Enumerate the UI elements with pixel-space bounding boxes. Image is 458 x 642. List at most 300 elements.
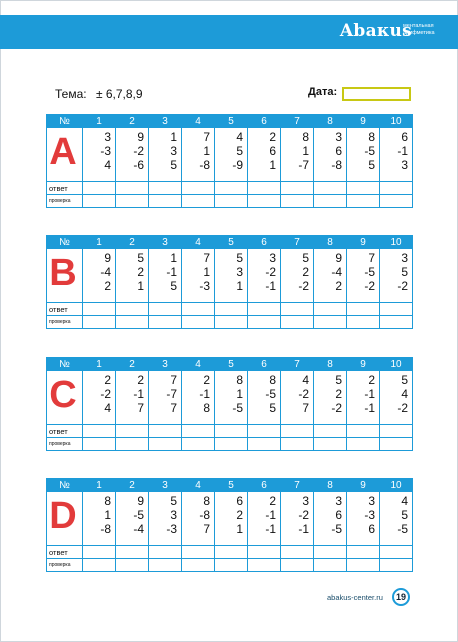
answer-cell[interactable] xyxy=(149,182,182,195)
check-cell[interactable] xyxy=(380,559,413,572)
problem-number: 6 xyxy=(401,130,408,144)
problem-cell xyxy=(248,128,281,182)
problem-number: 5 xyxy=(137,251,144,265)
answer-cell[interactable] xyxy=(182,425,215,438)
check-cell[interactable] xyxy=(83,316,116,329)
answer-cell[interactable] xyxy=(182,182,215,195)
answer-cell[interactable] xyxy=(281,546,314,559)
answer-cell[interactable] xyxy=(182,546,215,559)
problem-number: 3 xyxy=(401,251,408,265)
problem-number: -1 xyxy=(397,144,408,158)
problem-cell xyxy=(83,492,116,546)
problem-number: 1 xyxy=(236,387,243,401)
check-cell[interactable] xyxy=(116,559,149,572)
check-label: проверка xyxy=(47,559,83,572)
problem-number: 1 xyxy=(236,279,243,293)
problem-number: 1 xyxy=(170,130,177,144)
problem-number: 8 xyxy=(236,373,243,387)
problem-number: 7 xyxy=(170,373,177,387)
check-cell[interactable] xyxy=(149,559,182,572)
check-cell[interactable] xyxy=(347,316,380,329)
answer-cell[interactable] xyxy=(347,546,380,559)
problem-number: 7 xyxy=(203,251,210,265)
answer-label: ответ xyxy=(47,182,83,195)
problem-cell xyxy=(281,371,314,425)
problem-number: -4 xyxy=(133,522,144,536)
problem-number: 2 xyxy=(335,279,342,293)
column-number: 2 xyxy=(116,479,149,492)
problem-number: 9 xyxy=(137,130,144,144)
problem-cell xyxy=(314,492,347,546)
problem-number: -3 xyxy=(364,508,375,522)
problem-number: 1 xyxy=(170,251,177,265)
problem-number: -8 xyxy=(100,522,111,536)
problem-number: 3 xyxy=(335,130,342,144)
column-number: 1 xyxy=(83,115,116,128)
column-number: 10 xyxy=(380,236,413,249)
check-cell[interactable] xyxy=(281,438,314,451)
check-cell[interactable] xyxy=(116,316,149,329)
problem-number: 4 xyxy=(302,373,309,387)
check-cell[interactable] xyxy=(215,316,248,329)
problem-number: 1 xyxy=(269,158,276,172)
problem-number: 2 xyxy=(203,373,210,387)
page-number: 19 xyxy=(392,588,410,606)
problem-number: 2 xyxy=(104,279,111,293)
column-number: 6 xyxy=(248,479,281,492)
answer-cell[interactable] xyxy=(83,425,116,438)
problem-cell xyxy=(248,371,281,425)
column-number: 7 xyxy=(281,115,314,128)
problem-number: -1 xyxy=(298,522,309,536)
problem-number: -7 xyxy=(166,387,177,401)
column-number: 3 xyxy=(149,358,182,371)
column-number: 4 xyxy=(182,479,215,492)
check-cell[interactable] xyxy=(182,438,215,451)
topic-value: ± 6,7,8,9 xyxy=(95,87,143,101)
problem-cell xyxy=(248,249,281,303)
column-number: 3 xyxy=(149,479,182,492)
problem-number: 3 xyxy=(170,508,177,522)
problem-number: -2 xyxy=(364,279,375,293)
column-number: 8 xyxy=(314,358,347,371)
problem-number: 8 xyxy=(104,494,111,508)
problem-number: 3 xyxy=(335,494,342,508)
check-cell[interactable] xyxy=(281,559,314,572)
answer-cell[interactable] xyxy=(248,425,281,438)
answer-cell[interactable] xyxy=(116,425,149,438)
problem-cell xyxy=(347,371,380,425)
column-number: 5 xyxy=(215,479,248,492)
problem-number: -4 xyxy=(331,265,342,279)
problem-cell xyxy=(215,128,248,182)
check-cell[interactable] xyxy=(314,316,347,329)
check-cell[interactable] xyxy=(149,438,182,451)
problem-number: -1 xyxy=(199,387,210,401)
problem-number: 7 xyxy=(137,401,144,415)
problem-number: 1 xyxy=(104,508,111,522)
column-number: 4 xyxy=(182,115,215,128)
problem-number: 3 xyxy=(368,494,375,508)
problem-number: 2 xyxy=(137,373,144,387)
check-cell[interactable] xyxy=(380,316,413,329)
header-band xyxy=(0,15,458,49)
column-number: 2 xyxy=(116,236,149,249)
problem-number: 5 xyxy=(401,265,408,279)
problem-number: 5 xyxy=(236,251,243,265)
problem-number: 5 xyxy=(236,144,243,158)
topic-label: Тема: xyxy=(55,87,87,101)
problem-cell xyxy=(347,128,380,182)
problem-cell xyxy=(83,128,116,182)
answer-cell[interactable] xyxy=(347,182,380,195)
check-cell[interactable] xyxy=(83,438,116,451)
problem-number: -2 xyxy=(100,387,111,401)
column-number: 9 xyxy=(347,236,380,249)
check-label: проверка xyxy=(47,316,83,329)
check-cell[interactable] xyxy=(281,316,314,329)
column-number: 1 xyxy=(83,236,116,249)
problem-number: 5 xyxy=(335,373,342,387)
problem-number: 6 xyxy=(335,508,342,522)
check-cell[interactable] xyxy=(182,195,215,208)
check-cell[interactable] xyxy=(248,438,281,451)
problem-number: 4 xyxy=(401,494,408,508)
problem-cell xyxy=(182,371,215,425)
problem-number: 6 xyxy=(269,144,276,158)
column-number: 2 xyxy=(116,358,149,371)
check-cell[interactable] xyxy=(380,195,413,208)
problem-number: 8 xyxy=(203,401,210,415)
problem-number: 5 xyxy=(401,373,408,387)
answer-cell[interactable] xyxy=(149,303,182,316)
problem-number: -4 xyxy=(100,265,111,279)
answer-cell[interactable] xyxy=(149,546,182,559)
problem-cell xyxy=(314,371,347,425)
check-cell[interactable] xyxy=(116,195,149,208)
check-cell[interactable] xyxy=(347,559,380,572)
problem-cell xyxy=(281,128,314,182)
problem-number: -2 xyxy=(397,279,408,293)
answer-cell[interactable] xyxy=(380,546,413,559)
column-header-corner: № xyxy=(47,358,83,371)
check-cell[interactable] xyxy=(182,559,215,572)
problem-number: -5 xyxy=(265,387,276,401)
answer-cell[interactable] xyxy=(347,425,380,438)
answer-label: ответ xyxy=(47,546,83,559)
check-cell[interactable] xyxy=(314,559,347,572)
problem-number: 1 xyxy=(203,144,210,158)
problem-cell xyxy=(281,492,314,546)
problem-cell xyxy=(347,249,380,303)
answer-cell[interactable] xyxy=(248,303,281,316)
problem-number: 7 xyxy=(302,401,309,415)
check-cell[interactable] xyxy=(116,438,149,451)
problem-number: -9 xyxy=(232,158,243,172)
column-number: 8 xyxy=(314,236,347,249)
block-letter: A xyxy=(49,131,77,173)
check-cell[interactable] xyxy=(149,316,182,329)
problem-number: -5 xyxy=(397,522,408,536)
check-cell[interactable] xyxy=(248,559,281,572)
problem-number: 7 xyxy=(368,251,375,265)
problem-cell xyxy=(215,371,248,425)
check-cell[interactable] xyxy=(83,559,116,572)
problem-number: -2 xyxy=(298,508,309,522)
check-cell[interactable] xyxy=(215,438,248,451)
column-number: 1 xyxy=(83,358,116,371)
check-cell[interactable] xyxy=(248,316,281,329)
problem-number: 2 xyxy=(368,373,375,387)
problem-number: 3 xyxy=(104,130,111,144)
answer-cell[interactable] xyxy=(314,303,347,316)
problem-cell xyxy=(149,128,182,182)
problem-number: -7 xyxy=(298,158,309,172)
problem-number: -3 xyxy=(166,522,177,536)
answer-cell[interactable] xyxy=(116,182,149,195)
problem-cell xyxy=(215,492,248,546)
problem-cell xyxy=(149,371,182,425)
column-number: 6 xyxy=(248,115,281,128)
problem-number: -1 xyxy=(364,401,375,415)
problem-cell xyxy=(182,128,215,182)
problem-number: 2 xyxy=(269,494,276,508)
answer-cell[interactable] xyxy=(83,182,116,195)
date-input[interactable] xyxy=(342,87,411,101)
problem-number: 3 xyxy=(269,251,276,265)
column-number: 6 xyxy=(248,358,281,371)
answer-cell[interactable] xyxy=(116,303,149,316)
check-label: проверка xyxy=(47,195,83,208)
exercise-table xyxy=(46,114,413,208)
answer-cell[interactable] xyxy=(215,546,248,559)
column-number: 7 xyxy=(281,236,314,249)
check-cell[interactable] xyxy=(347,195,380,208)
problem-number: -2 xyxy=(298,279,309,293)
answer-cell[interactable] xyxy=(215,182,248,195)
column-number: 3 xyxy=(149,115,182,128)
problem-cell xyxy=(248,492,281,546)
problem-number: 2 xyxy=(269,130,276,144)
answer-cell[interactable] xyxy=(314,425,347,438)
problem-cell xyxy=(116,492,149,546)
column-number: 10 xyxy=(380,115,413,128)
answer-cell[interactable] xyxy=(281,303,314,316)
problem-cell xyxy=(380,128,413,182)
problem-number: -1 xyxy=(133,387,144,401)
problem-cell xyxy=(116,249,149,303)
column-number: 2 xyxy=(116,115,149,128)
check-cell[interactable] xyxy=(83,195,116,208)
brand-logo: Abaкus xyxy=(339,21,412,41)
problem-number: 7 xyxy=(203,522,210,536)
problem-number: -1 xyxy=(265,508,276,522)
problem-number: -3 xyxy=(100,144,111,158)
problem-number: -1 xyxy=(364,387,375,401)
problem-number: 4 xyxy=(104,158,111,172)
problem-number: 5 xyxy=(170,279,177,293)
column-number: 9 xyxy=(347,115,380,128)
problem-number: 9 xyxy=(335,251,342,265)
column-number: 7 xyxy=(281,358,314,371)
problem-number: -6 xyxy=(133,158,144,172)
problem-number: 9 xyxy=(137,494,144,508)
answer-cell[interactable] xyxy=(314,182,347,195)
answer-cell[interactable] xyxy=(314,546,347,559)
answer-cell[interactable] xyxy=(248,182,281,195)
answer-cell[interactable] xyxy=(149,425,182,438)
problem-number: 3 xyxy=(302,494,309,508)
problem-number: 1 xyxy=(302,144,309,158)
problem-number: -5 xyxy=(331,522,342,536)
problem-number: -5 xyxy=(232,401,243,415)
problem-cell xyxy=(347,492,380,546)
problem-cell xyxy=(149,492,182,546)
problem-number: 3 xyxy=(401,158,408,172)
column-number: 10 xyxy=(380,479,413,492)
column-number: 4 xyxy=(182,358,215,371)
problem-number: 8 xyxy=(302,130,309,144)
column-number: 5 xyxy=(215,358,248,371)
check-cell[interactable] xyxy=(314,195,347,208)
problem-number: -5 xyxy=(133,508,144,522)
answer-cell[interactable] xyxy=(380,182,413,195)
problem-number: 1 xyxy=(203,265,210,279)
problem-number: 1 xyxy=(137,279,144,293)
problem-cell xyxy=(281,249,314,303)
problem-number: 6 xyxy=(236,494,243,508)
check-cell[interactable] xyxy=(215,559,248,572)
problem-cell xyxy=(380,249,413,303)
answer-cell[interactable] xyxy=(215,425,248,438)
check-cell[interactable] xyxy=(281,195,314,208)
column-number: 9 xyxy=(347,479,380,492)
footer-url: abakus-center.ru xyxy=(327,593,383,602)
problem-number: 6 xyxy=(335,144,342,158)
problem-number: -8 xyxy=(199,508,210,522)
column-number: 10 xyxy=(380,358,413,371)
column-number: 4 xyxy=(182,236,215,249)
problem-number: 7 xyxy=(170,401,177,415)
problem-cell xyxy=(314,128,347,182)
problem-cell xyxy=(116,371,149,425)
column-number: 8 xyxy=(314,479,347,492)
column-header-corner: № xyxy=(47,236,83,249)
block-letter: B xyxy=(49,252,77,294)
problem-cell xyxy=(182,249,215,303)
problem-number: 8 xyxy=(269,373,276,387)
problem-cell xyxy=(380,371,413,425)
answer-label: ответ xyxy=(47,425,83,438)
column-number: 7 xyxy=(281,479,314,492)
column-number: 5 xyxy=(215,115,248,128)
block-letter: C xyxy=(49,374,77,416)
problem-cell xyxy=(380,492,413,546)
problem-cell xyxy=(215,249,248,303)
answer-cell[interactable] xyxy=(380,303,413,316)
answer-cell[interactable] xyxy=(215,303,248,316)
problem-number: -5 xyxy=(364,265,375,279)
answer-cell[interactable] xyxy=(83,303,116,316)
problem-cell xyxy=(314,249,347,303)
problem-cell xyxy=(83,371,116,425)
problem-number: -8 xyxy=(331,158,342,172)
problem-cell xyxy=(149,249,182,303)
answer-cell[interactable] xyxy=(248,546,281,559)
problem-number: 3 xyxy=(170,144,177,158)
check-cell[interactable] xyxy=(215,195,248,208)
problem-number: -2 xyxy=(397,401,408,415)
check-cell[interactable] xyxy=(347,438,380,451)
check-cell[interactable] xyxy=(314,438,347,451)
answer-cell[interactable] xyxy=(182,303,215,316)
problem-number: -5 xyxy=(364,144,375,158)
problem-number: 5 xyxy=(170,494,177,508)
column-number: 1 xyxy=(83,479,116,492)
answer-cell[interactable] xyxy=(347,303,380,316)
problem-number: -1 xyxy=(265,522,276,536)
problem-number: -2 xyxy=(298,387,309,401)
problem-number: 6 xyxy=(368,522,375,536)
check-cell[interactable] xyxy=(149,195,182,208)
topic-line xyxy=(55,87,143,101)
answer-cell[interactable] xyxy=(281,182,314,195)
answer-cell[interactable] xyxy=(116,546,149,559)
brand-tagline: ментальная арифметика xyxy=(403,23,435,36)
block-letter: D xyxy=(49,495,77,537)
column-header-corner: № xyxy=(47,115,83,128)
problem-cell xyxy=(116,128,149,182)
problem-number: 8 xyxy=(203,494,210,508)
exercise-table xyxy=(46,478,413,572)
problem-number: 2 xyxy=(302,265,309,279)
answer-cell[interactable] xyxy=(380,425,413,438)
problem-number: 3 xyxy=(236,265,243,279)
problem-number: -1 xyxy=(166,265,177,279)
problem-number: -1 xyxy=(265,279,276,293)
problem-number: 2 xyxy=(335,387,342,401)
column-number: 3 xyxy=(149,236,182,249)
column-number: 9 xyxy=(347,358,380,371)
problem-cell xyxy=(83,249,116,303)
problem-number: 5 xyxy=(401,508,408,522)
problem-cell xyxy=(182,492,215,546)
problem-number: 5 xyxy=(302,251,309,265)
exercise-table xyxy=(46,235,413,329)
problem-number: -8 xyxy=(199,158,210,172)
problem-number: 9 xyxy=(104,251,111,265)
problem-number: 2 xyxy=(236,508,243,522)
check-cell[interactable] xyxy=(182,316,215,329)
check-cell[interactable] xyxy=(380,438,413,451)
problem-number: -3 xyxy=(199,279,210,293)
column-header-corner: № xyxy=(47,479,83,492)
problem-number: 1 xyxy=(236,522,243,536)
check-cell[interactable] xyxy=(248,195,281,208)
problem-number: 4 xyxy=(401,387,408,401)
answer-cell[interactable] xyxy=(83,546,116,559)
problem-number: -2 xyxy=(331,401,342,415)
problem-number: 2 xyxy=(137,265,144,279)
column-number: 6 xyxy=(248,236,281,249)
problem-number: 8 xyxy=(368,130,375,144)
answer-cell[interactable] xyxy=(281,425,314,438)
answer-label: ответ xyxy=(47,303,83,316)
problem-number: 4 xyxy=(104,401,111,415)
problem-number: 5 xyxy=(170,158,177,172)
check-label: проверка xyxy=(47,438,83,451)
problem-number: 2 xyxy=(104,373,111,387)
